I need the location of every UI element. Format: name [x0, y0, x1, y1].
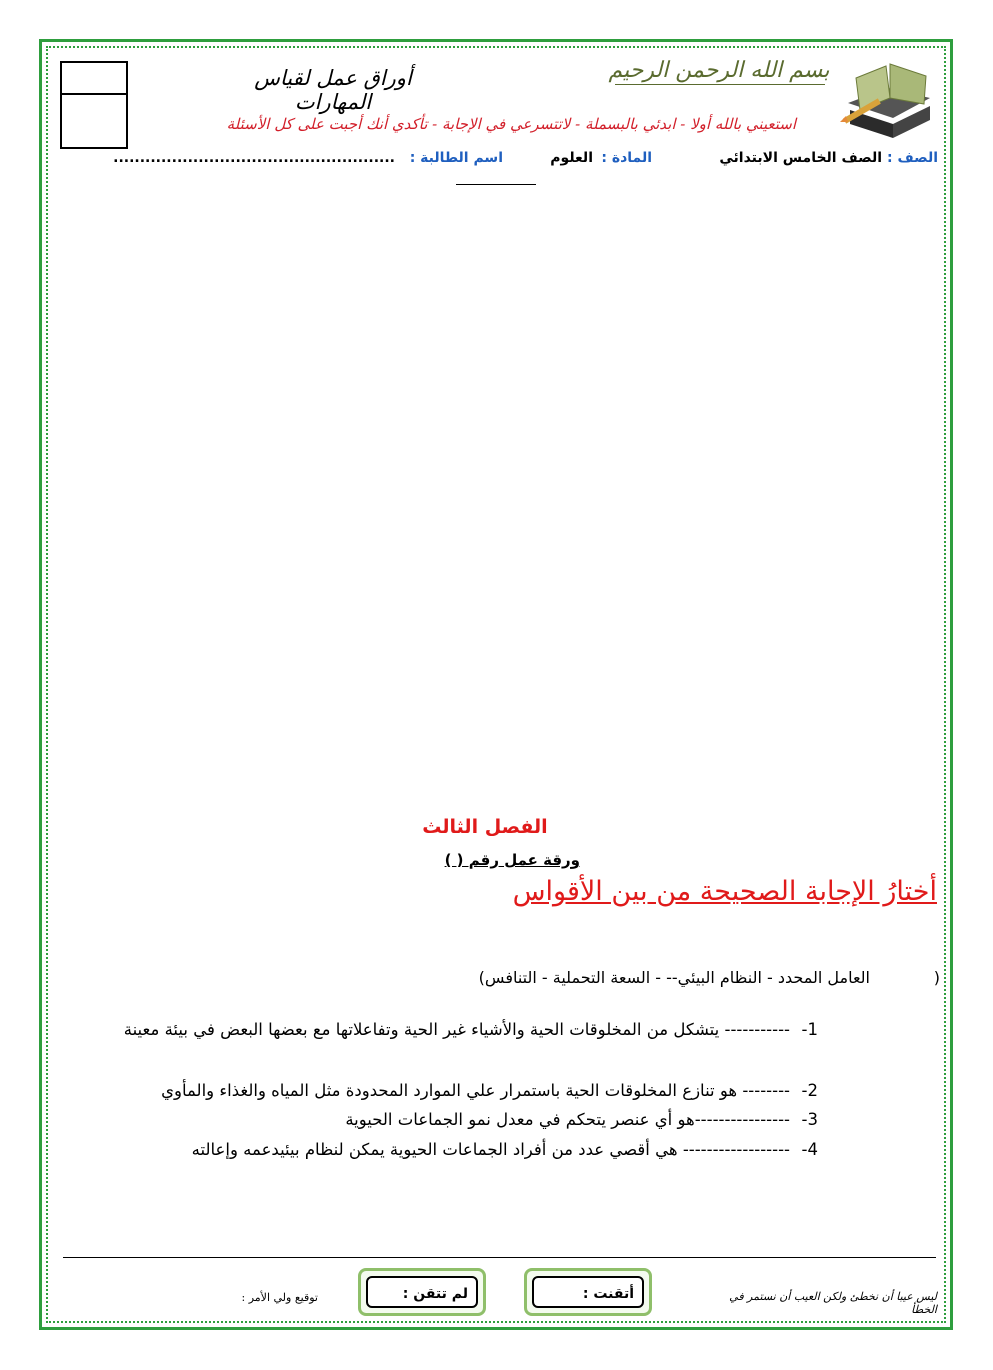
not-mastered-box [358, 1268, 486, 1316]
footer-rule [63, 1257, 936, 1258]
grade-label: الصف : [887, 150, 938, 166]
question-1 [70, 1016, 818, 1076]
question-2 [70, 1077, 818, 1105]
question-number: 3- [801, 1110, 818, 1129]
question-number: 4- [801, 1140, 818, 1159]
instructions: استعيني بالله أولا - ابدئي بالبسملة - لاتتسرعي في الإجابة - تأكدي أنك أجبت على كل الأسئلة [226, 115, 796, 133]
choices-text: العامل المحدد - النظام البيئي-- - السعة التحملية - التنافس) [478, 968, 870, 987]
question-3 [70, 1106, 818, 1134]
student-name-blank[interactable]: ..................................................... [113, 150, 395, 166]
separator-line [456, 184, 536, 185]
question-text: ----------- يتشكل من المخلوقات الحية والأشياء غير الحية وتفاعلاتها مع بعضها البعض في بيئة معينة [123, 1020, 790, 1039]
basmala-underline [615, 84, 825, 85]
question-text: -------- هو تنازع المخلوقات الحية باستمرار علي الموارد المحدودة مثل المياه والغذاء والمأوي [161, 1081, 790, 1100]
info-row [115, 150, 938, 172]
basmala-calligraphy: بسم الله الرحمن الرحيم [608, 58, 830, 83]
not-mastered-field[interactable] [366, 1276, 478, 1308]
grade-value: الصف الخامس الابتدائي [719, 150, 882, 166]
question-text: ------------------ هي أقصي عدد من أفراد الجماعات الحيوية يمكن لنظام بيئيدعمه وإعالته [191, 1140, 790, 1159]
student-label: اسم الطالبة : [409, 150, 503, 166]
question-4 [70, 1136, 818, 1164]
guardian-signature-label: توقيع ولي الأمر : [241, 1291, 318, 1304]
question-heading: أختارُ الإجابة الصحيحة من بين الأقواس [512, 876, 937, 907]
score-box-divider [62, 93, 126, 95]
chapter-title: الفصل الثالث [422, 816, 548, 838]
not-mastered-label: لم تتقن : [402, 1286, 468, 1302]
mastered-box [524, 1268, 652, 1316]
sheet-title: أوراق عمل لقياس المهارات [254, 66, 412, 114]
mastered-label: أتقنت : [582, 1286, 634, 1302]
subject-label: المادة : [601, 150, 652, 166]
footer-motto: ليس عيبا أن نخطئ ولكن العيب أن نستمر في الخطأ [729, 1290, 937, 1316]
question-number: 1- [801, 1020, 818, 1039]
book-pen-icon [838, 58, 936, 144]
question-number: 2- [801, 1081, 818, 1100]
worksheet-number: ورقة عمل رقم ( ) [444, 851, 580, 869]
mastered-field[interactable] [532, 1276, 644, 1308]
subject-value: العلوم [550, 150, 593, 166]
score-box [60, 61, 128, 149]
question-text: ----------------هو أي عنصر يتحكم في معدل نمو الجماعات الحيوية [345, 1110, 790, 1129]
choices-open-paren: ( [933, 968, 940, 987]
